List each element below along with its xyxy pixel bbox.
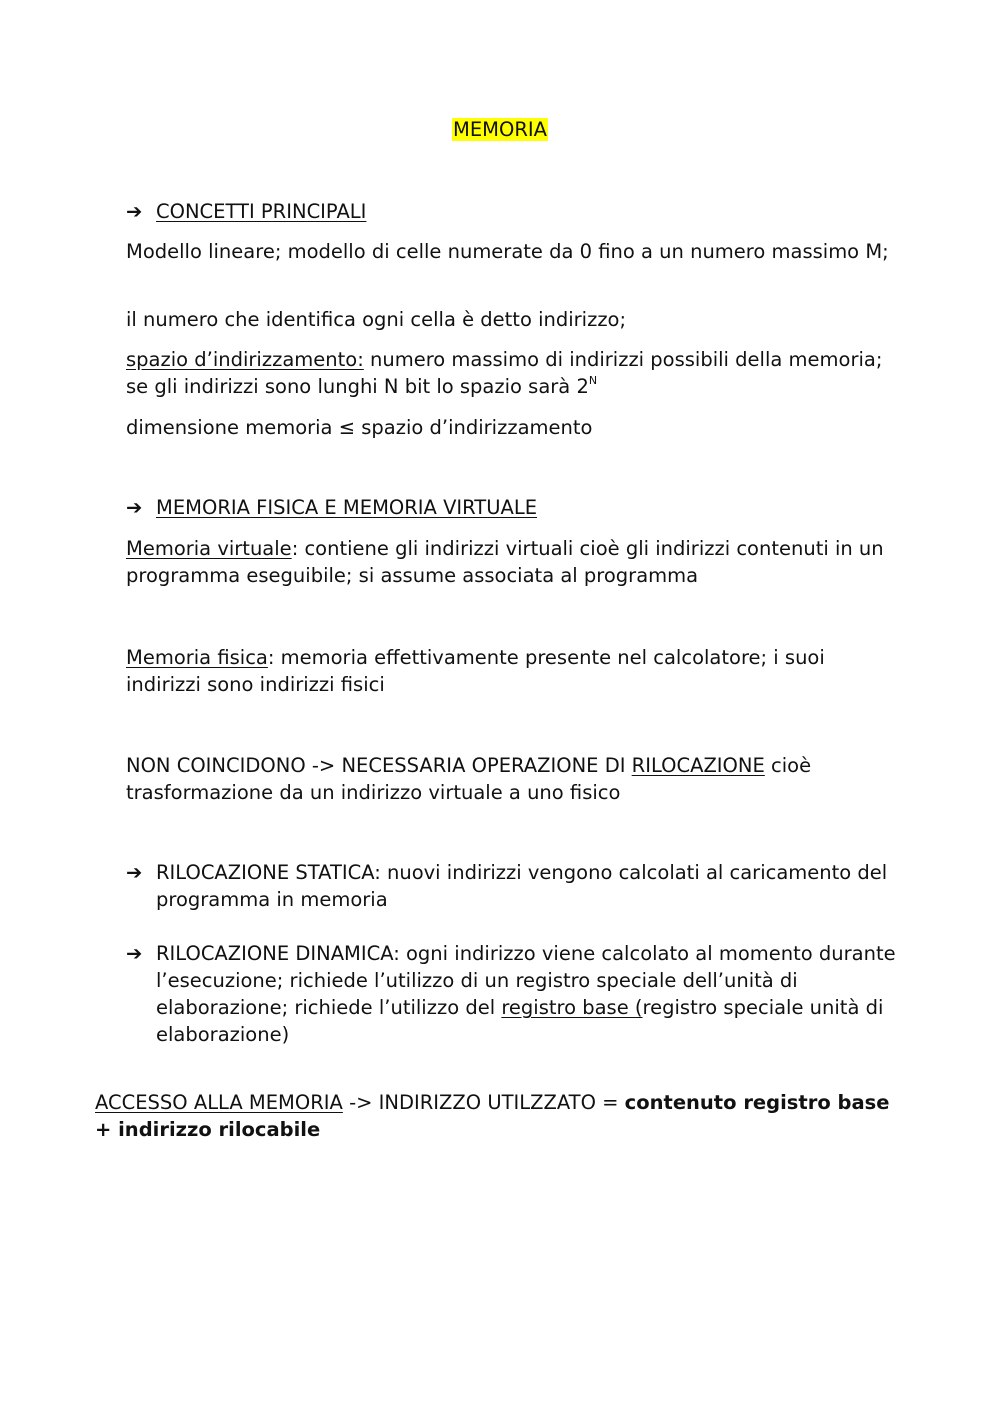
- paragraph-memoria-virtuale: [126, 535, 896, 589]
- term-memoria-virtuale: Memoria virtuale: [126, 537, 292, 560]
- paragraph-memoria-fisica: [126, 644, 896, 698]
- text-dinamica-intro: RILOCAZIONE DINAMICA: ogni indirizzo viene calcolato al momento durante l’esecuzione; richiede l’utilizzo di un registro speciale dell’unità di elaborazione; richiede l’utilizzo del: [156, 942, 896, 1019]
- term-accesso-memoria: ACCESSO ALLA MEMORIA: [95, 1091, 343, 1114]
- page-title: MEMORIA: [453, 118, 547, 141]
- text-memoria-virtuale: : contiene gli indirizzi virtuali cioè gli indirizzi contenuti in un programma eseguibile; si assume associata al programma: [126, 537, 884, 587]
- list-item-rilocazione-dinamica: [126, 940, 896, 1048]
- formula-indirizzo: contenuto registro base + indirizzo rilocabile: [95, 1091, 890, 1141]
- paragraph-non-coincidono: [126, 752, 896, 806]
- section-heading-fisica-virtuale: [126, 494, 896, 521]
- exponent-n: N: [588, 374, 598, 387]
- term-registro-base: registro base (: [501, 996, 643, 1019]
- paragraph-modello-lineare: Modello lineare; modello di celle numerate da 0 fino a un numero massimo M;: [126, 240, 889, 263]
- text-spazio-indirizzamento: numero massimo di indirizzi possibili della memoria; se gli indirizzi sono lunghi N bit lo spazio sarà 2: [126, 348, 883, 398]
- list-item-rilocazione-statica: [126, 859, 896, 913]
- section-heading-concetti: [126, 198, 896, 225]
- text-trasformazione: cioè trasformazione da un indirizzo virtuale a uno fisico: [126, 754, 812, 804]
- right-arrow-bullet-icon: ➔: [126, 942, 143, 965]
- term-spazio-indirizzamento: spazio d’indirizzamento:: [126, 348, 364, 371]
- term-rilocazione: RILOCAZIONE: [631, 754, 765, 777]
- paragraph-accesso-memoria: [95, 1089, 895, 1143]
- text-dinamica-end: registro speciale unità di elaborazione): [156, 996, 884, 1046]
- text-rilocazione-statica: RILOCAZIONE STATICA: nuovi indirizzi vengono calcolati al caricamento del programma in memoria: [156, 861, 888, 911]
- text-indirizzo-utilizzato: -> INDIRIZZO UTILZZATO =: [342, 1091, 625, 1114]
- paragraph-spazio-indirizzamento: [126, 346, 896, 400]
- term-memoria-fisica: Memoria fisica: [126, 646, 268, 669]
- right-arrow-bullet-icon: ➔: [126, 496, 143, 519]
- paragraph-dimensione-memoria: dimensione memoria ≤ spazio d’indirizzamento: [126, 416, 593, 439]
- right-arrow-bullet-icon: ➔: [126, 200, 143, 223]
- title-container: [0, 116, 1000, 143]
- heading-concetti-label: CONCETTI PRINCIPALI: [156, 200, 367, 223]
- heading-fisica-virtuale-label: MEMORIA FISICA E MEMORIA VIRTUALE: [156, 496, 538, 519]
- text-memoria-fisica: : memoria effettivamente presente nel calcolatore; i suoi indirizzi sono indirizzi fisici: [126, 646, 825, 696]
- text-non-coincidono: NON COINCIDONO -> NECESSARIA OPERAZIONE DI: [126, 754, 632, 777]
- right-arrow-bullet-icon: ➔: [126, 861, 143, 884]
- paragraph-numero-indirizzo: il numero che identifica ogni cella è detto indirizzo;: [126, 308, 627, 331]
- text-rilocazione-dinamica: [156, 940, 896, 1048]
